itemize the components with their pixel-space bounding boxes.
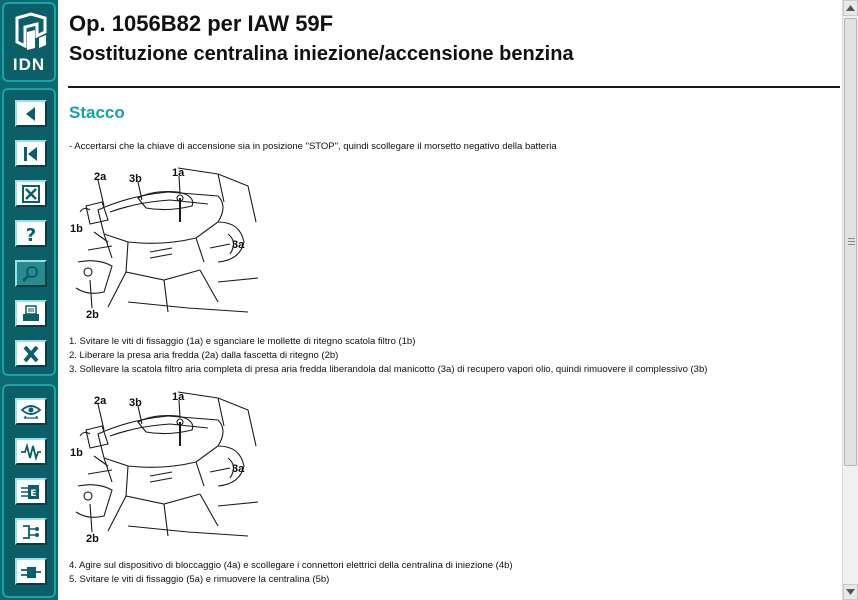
component-icon [19, 482, 43, 502]
first-page-button[interactable] [15, 140, 47, 167]
signal-button[interactable] [15, 438, 47, 465]
intro-text: - Accertarsi che la chiave di accensione sia in posizione "STOP", quindi scollegare il morsetto negativo della batteria [69, 141, 557, 152]
chevron-up-icon [846, 5, 855, 11]
step-3: 3. Sollevare la scatola filtro aria completa di presa aria fredda liberandola dal manicotto (3a) di recupero vapori olio, quindi rimuovere il complessivo (3b) [69, 364, 708, 375]
scroll-down-button[interactable] [843, 584, 858, 600]
step-4: 4. Agire sul dispositivo di bloccaggio (4a) e scollegare i connettori elettrici della centralina di iniezione (4b) [69, 560, 513, 571]
svg-text:E: E [30, 488, 37, 499]
waveform-icon [19, 442, 43, 462]
component-button[interactable] [15, 478, 47, 505]
help-button[interactable] [15, 220, 47, 247]
scroll-up-button[interactable] [843, 0, 858, 16]
x-icon [19, 344, 43, 364]
wiring-button[interactable] [15, 558, 47, 585]
scroll-thumb[interactable] [844, 18, 857, 466]
search-button[interactable] [15, 260, 47, 287]
svg-text:?: ? [25, 224, 37, 244]
chevron-down-icon [846, 589, 855, 595]
engine-diagram-1 [68, 162, 262, 326]
idn-logo-icon [13, 12, 49, 52]
navigation-panel [2, 88, 56, 376]
question-icon [19, 224, 43, 244]
figure1-label-2b: 2b [86, 309, 99, 321]
figure1-label-1b: 1b [70, 223, 83, 235]
figure1-label-3a: 3a [232, 239, 245, 251]
sidebar [0, 0, 58, 600]
document-view [60, 0, 842, 600]
close-document-button[interactable] [15, 180, 47, 207]
step-2: 2. Liberare la presa aria fredda (2a) dalla fascetta di ritegno (2b) [69, 350, 339, 361]
print-button[interactable] [15, 300, 47, 327]
figure2-label-1b: 1b [70, 447, 83, 459]
printer-icon [19, 304, 43, 324]
figure2-label-1a: 1a [172, 391, 185, 403]
triangle-left-icon [19, 104, 43, 124]
logo-text: IDN [12, 55, 46, 74]
figure2-label-2a: 2a [94, 395, 107, 407]
page-title: Op. 1056B82 per IAW 59F [69, 11, 334, 36]
step-5: 5. Svitare le viti di fissaggio (5a) e rimuovere la centralina (5b) [69, 574, 330, 585]
plug-icon [19, 562, 43, 582]
connector-icon [19, 522, 43, 542]
step-1: 1. Svitare le viti di fissaggio (1a) e sganciare le mollette di ritegno scatola filtro (1b) [69, 336, 416, 347]
figure1-label-2a: 2a [94, 171, 107, 183]
boxed-x-icon [19, 184, 43, 204]
figure1-label-3b: 3b [129, 173, 142, 185]
figure1-label-1a: 1a [172, 167, 185, 179]
back-button[interactable] [15, 100, 47, 127]
figure2-label-2b: 2b [86, 533, 99, 545]
engine-diagram-2 [68, 386, 262, 550]
connector-button[interactable] [15, 518, 47, 545]
eye-icon [19, 402, 43, 422]
vertical-scrollbar[interactable] [842, 0, 858, 600]
section-heading: Stacco [69, 103, 125, 122]
exit-button[interactable] [15, 340, 47, 367]
page-subtitle: Sostituzione centralina iniezione/accensione benzina [69, 43, 574, 65]
logo-panel [2, 2, 56, 82]
figure2-label-3b: 3b [129, 397, 142, 409]
tools-panel [2, 384, 56, 598]
view-button[interactable] [15, 398, 47, 425]
figure2-label-3a: 3a [232, 463, 245, 475]
magnifier-icon [19, 264, 43, 284]
skip-back-icon [19, 144, 43, 164]
title-divider [68, 86, 840, 88]
